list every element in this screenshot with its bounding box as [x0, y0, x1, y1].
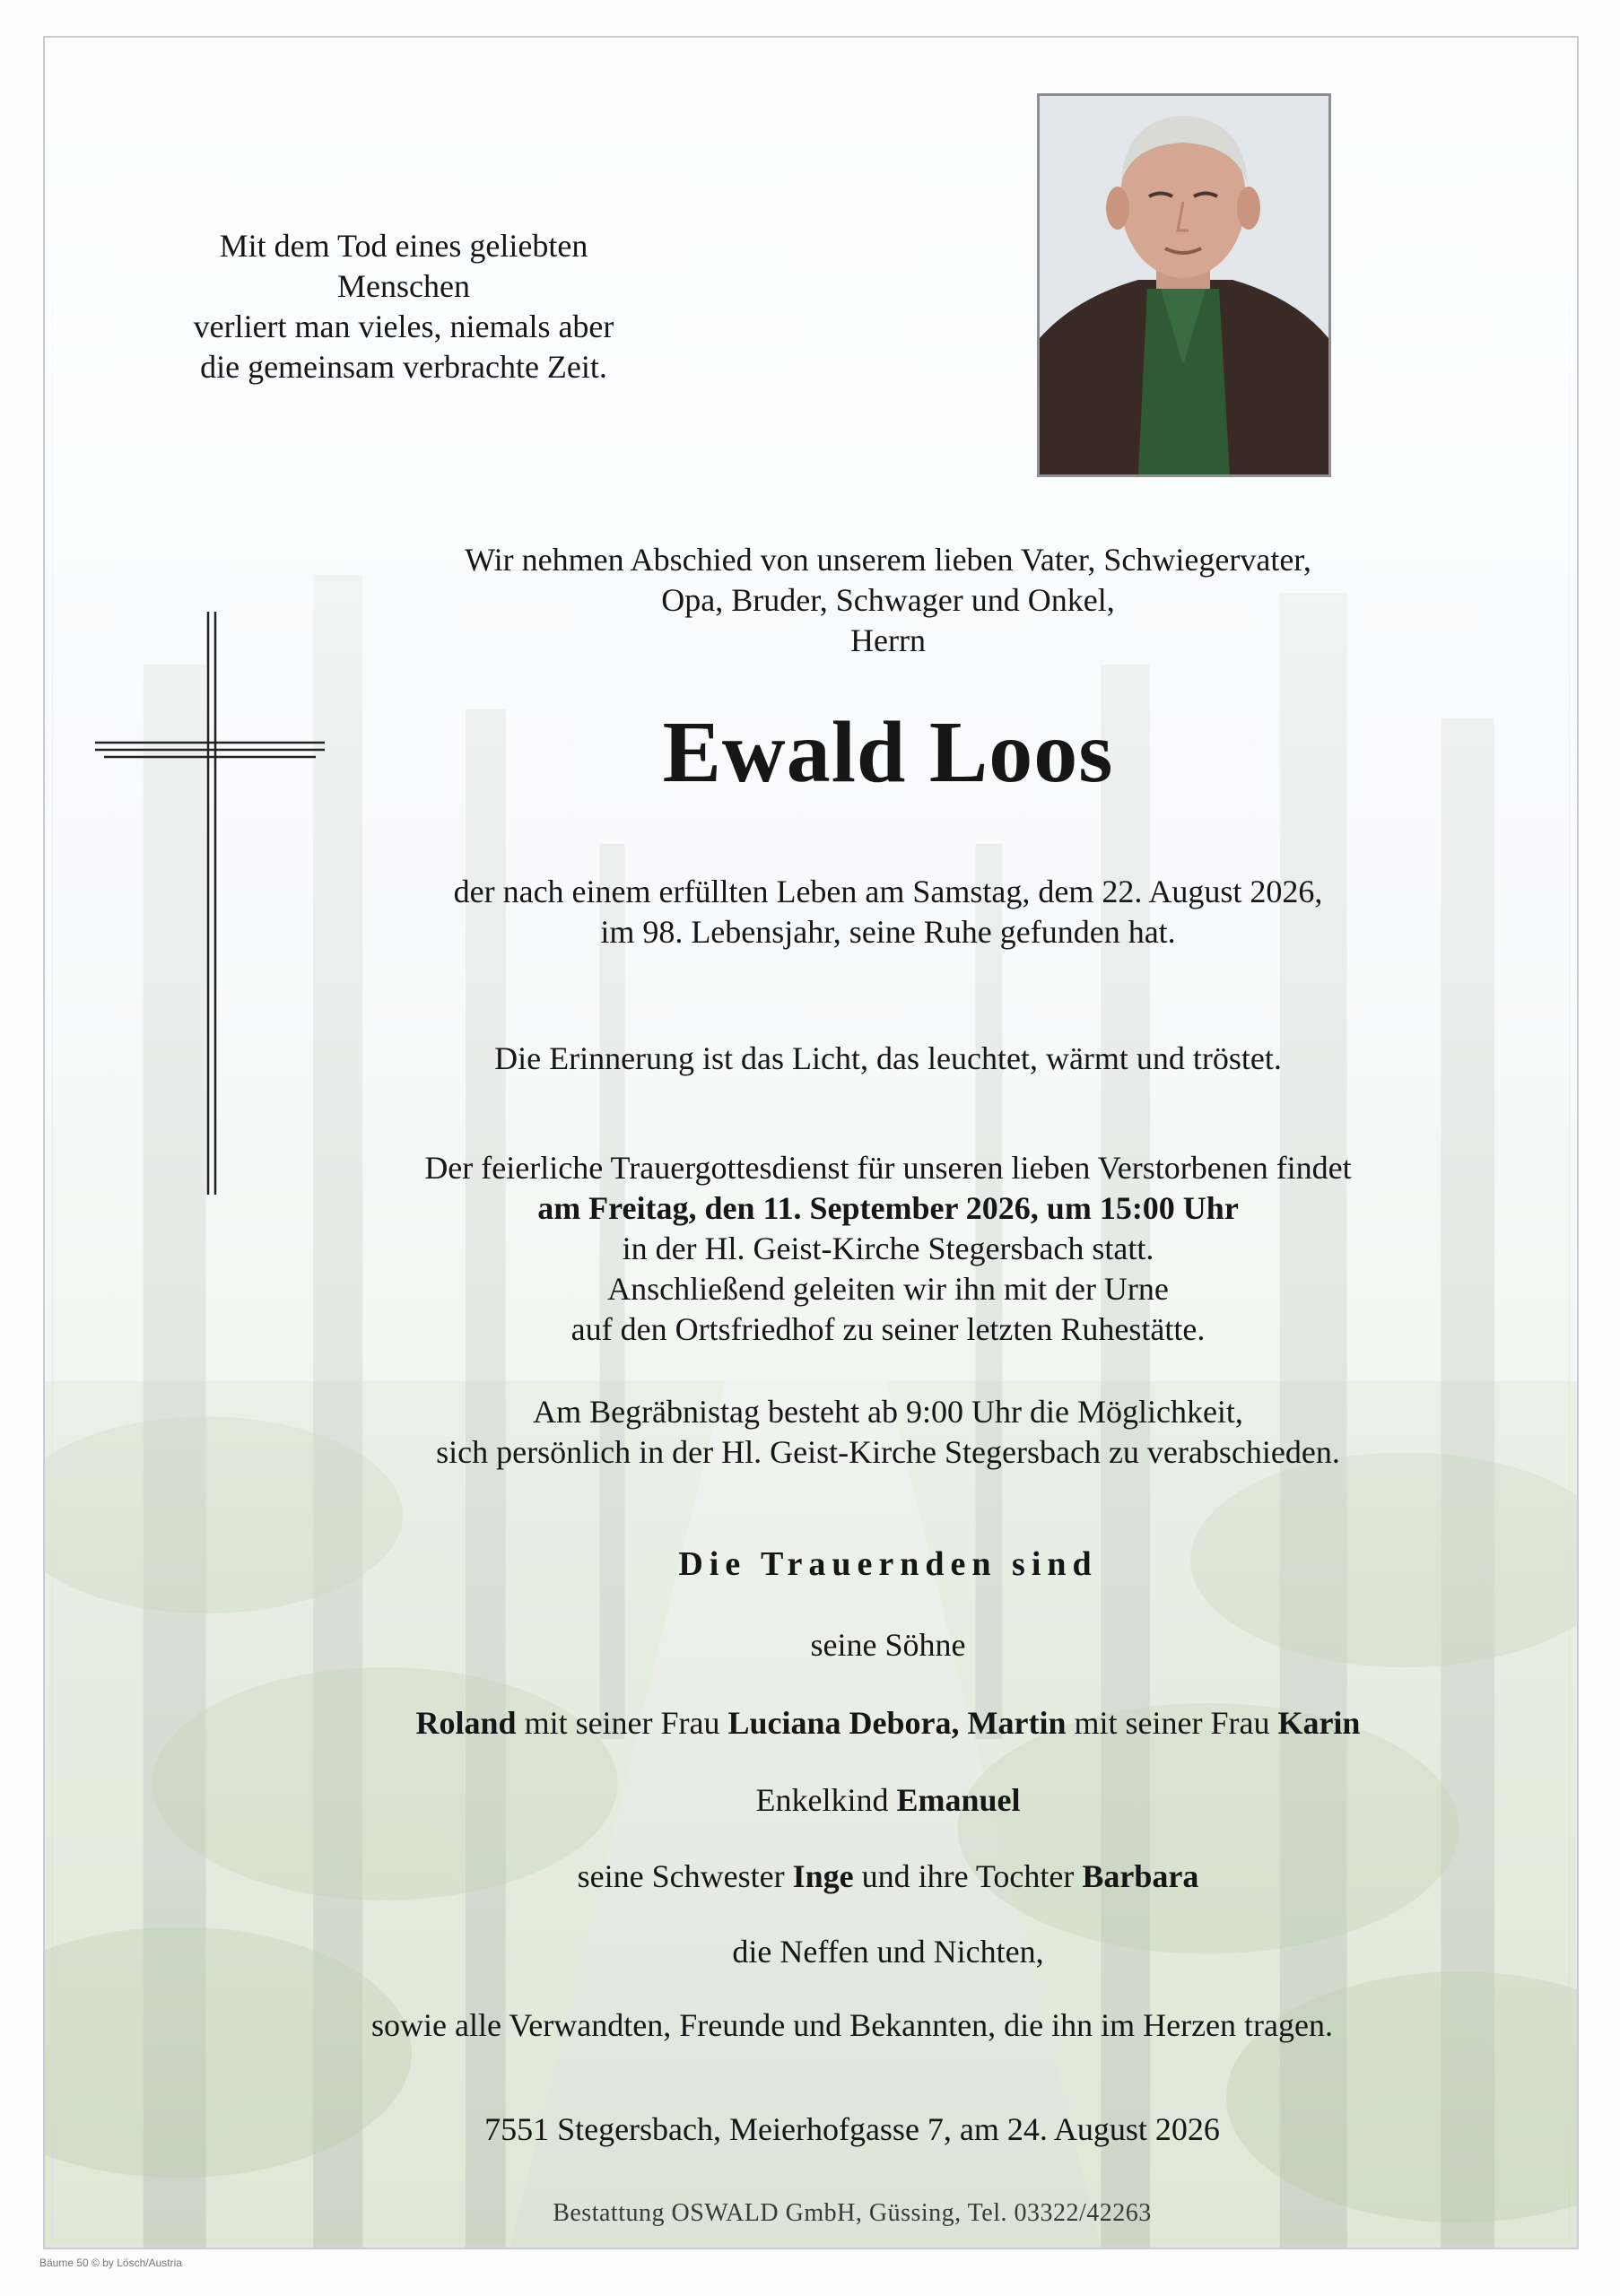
son-1-relation: mit seiner Frau [516, 1705, 728, 1741]
intro-line-3: Herrn [850, 622, 926, 658]
farewell-line-1: Am Begräbnistag besteht ab 9:00 Uhr die Möglichkeit, [533, 1394, 1243, 1430]
opening-quote [152, 226, 655, 387]
farewell-info [206, 1392, 1570, 1473]
service-line-3: in der Hl. Geist-Kirche Stegersbach statt. [622, 1231, 1154, 1266]
portrait-illustration [1040, 96, 1328, 474]
niece-name: Barbara [1082, 1858, 1199, 1894]
son-2-name: Martin [959, 1705, 1067, 1741]
sons-label: seine Söhne [810, 1627, 966, 1663]
intro-line-1: Wir nehmen Abschied von unserem lieben Vater, Schwiegervater, [465, 542, 1311, 578]
nephews-line: die Neffen und Nichten, [732, 1934, 1044, 1970]
service-line-5: auf den Ortsfriedhof zu seiner letzten Ruhestätte. [570, 1311, 1206, 1347]
portrait-photo [1037, 93, 1331, 477]
quote-line-3: die gemeinsam verbrachte Zeit. [200, 349, 607, 385]
death-info [206, 872, 1570, 952]
grandchild-line [206, 1780, 1570, 1821]
service-line-1: Der feierliche Trauergottesdienst für unseren lieben Verstorbenen findet [424, 1150, 1352, 1186]
others-line: sowie alle Verwandten, Freunde und Bekannten, die ihn im Herzen tragen. [370, 2007, 1333, 2043]
grandchild-label: Enkelkind [755, 1782, 897, 1818]
death-line-2: im 98. Lebensjahr, seine Ruhe gefunden hat. [600, 914, 1176, 950]
service-date-time: am Freitag, den 11. September 2026, um 15:00 Uhr [537, 1190, 1239, 1226]
funeral-home-footer: Bestattung OSWALD GmbH, Güssing, Tel. 03322/42263 [553, 2199, 1152, 2227]
deceased-name: Ewald Loos [662, 704, 1114, 801]
grandchild-name: Emanuel [896, 1782, 1021, 1818]
sister-name: Inge [792, 1858, 854, 1894]
son-1-name: Roland [415, 1705, 517, 1741]
son-2-wife: Karin [1277, 1705, 1361, 1741]
image-credit: Bäume 50 © by Lösch/Austria [39, 2257, 182, 2269]
address-date: 7551 Stegersbach, Meierhofgasse 7, am 24. August 2026 [484, 2111, 1220, 2147]
mourners-heading: Die Trauernden sind [678, 1545, 1098, 1583]
quote-line-1: Mit dem Tod eines geliebten Menschen [219, 228, 588, 304]
intro-line-2: Opa, Bruder, Schwager und Onkel, [661, 582, 1115, 618]
service-line-4: Anschließend geleiten wir ihn mit der Urne [607, 1271, 1169, 1307]
farewell-line-2: sich persönlich in der Hl. Geist-Kirche Stegersbach zu verabschieden. [436, 1434, 1340, 1470]
son-2-relation: mit seiner Frau [1066, 1705, 1278, 1741]
service-info [206, 1148, 1570, 1350]
memory-quote: Die Erinnerung ist das Licht, das leuchtet, wärmt und tröstet. [494, 1040, 1282, 1076]
sons-line [206, 1703, 1570, 1744]
parte-sheet [43, 36, 1579, 2249]
son-1-wife: Luciana Debora, [727, 1705, 960, 1741]
quote-line-2: verliert man vieles, niemals aber [193, 309, 614, 344]
sister-line [206, 1857, 1570, 1897]
niece-label: und ihre Tochter [853, 1858, 1083, 1894]
death-line-1: der nach einem erfüllten Leben am Samstag, dem 22. August 2026, [453, 874, 1323, 909]
sister-label: seine Schwester [577, 1858, 793, 1894]
intro [206, 540, 1570, 661]
